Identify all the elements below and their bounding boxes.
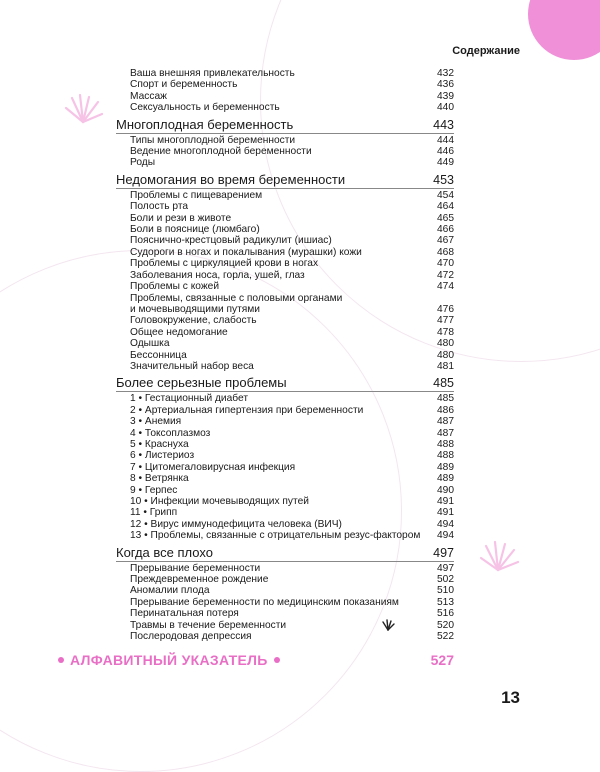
toc-title: Травмы в течение беременности bbox=[130, 619, 287, 631]
toc-title: 2 • Артериальная гипертензия при беременности bbox=[130, 404, 364, 416]
toc-item[interactable] bbox=[116, 135, 454, 146]
toc-title: Боли в пояснице (люмбаго) bbox=[130, 224, 260, 236]
toc-item[interactable] bbox=[116, 157, 454, 168]
toc-page: 467 bbox=[437, 235, 454, 247]
toc-page: 488 bbox=[437, 450, 454, 462]
toc-page: 510 bbox=[437, 585, 454, 597]
toc-item[interactable] bbox=[116, 631, 454, 642]
toc-title: 13 • Проблемы, связанные с отрицательным резус-фактором bbox=[130, 530, 421, 542]
toc-title: Массаж bbox=[130, 90, 167, 102]
toc-item[interactable] bbox=[116, 574, 454, 585]
toc-page: 494 bbox=[437, 530, 454, 542]
toc-title: Бессонница bbox=[130, 349, 187, 361]
toc-title: Перинатальная потеря bbox=[130, 608, 239, 620]
toc-title: Головокружение, слабость bbox=[130, 315, 257, 327]
toc-title: Прерывание беременности по медицинским показаниям bbox=[130, 596, 399, 608]
toc-page: 520 bbox=[437, 619, 454, 631]
toc-title: Прерывание беременности bbox=[130, 562, 261, 574]
toc-page: 436 bbox=[437, 79, 454, 91]
toc-page: 464 bbox=[437, 201, 454, 213]
toc-item[interactable] bbox=[116, 68, 454, 79]
toc-title: 6 • Листериоз bbox=[130, 450, 195, 462]
toc-page: 497 bbox=[433, 545, 454, 560]
toc-item[interactable] bbox=[116, 304, 454, 315]
toc-page: 516 bbox=[437, 608, 454, 620]
toc-item[interactable] bbox=[116, 281, 454, 292]
toc-page: 477 bbox=[437, 315, 454, 327]
toc-title: Проблемы с пищеварением bbox=[130, 189, 263, 201]
toc-page: 513 bbox=[437, 596, 454, 608]
toc-page: 465 bbox=[437, 212, 454, 224]
toc-page: 444 bbox=[437, 134, 454, 146]
index-label: АЛФАВИТНЫЙ УКАЗАТЕЛЬ bbox=[70, 652, 268, 668]
toc-item[interactable] bbox=[116, 258, 454, 269]
toc-page: 480 bbox=[437, 338, 454, 350]
toc-item[interactable] bbox=[116, 79, 454, 90]
toc-page: 472 bbox=[437, 269, 454, 281]
toc-section[interactable] bbox=[116, 117, 454, 134]
toc-page: 485 bbox=[433, 376, 454, 391]
toc-page: 491 bbox=[437, 507, 454, 519]
toc-page: 480 bbox=[437, 349, 454, 361]
toc-page: 474 bbox=[437, 281, 454, 293]
toc-title: Проблемы, связанные с половыми органами bbox=[130, 292, 343, 304]
toc-item[interactable] bbox=[116, 91, 454, 102]
toc-title: Аномалии плода bbox=[130, 585, 210, 597]
toc-page: 490 bbox=[437, 484, 454, 496]
toc-item[interactable] bbox=[116, 585, 454, 596]
toc-item[interactable] bbox=[116, 507, 454, 518]
toc-title: Значительный набор веса bbox=[130, 360, 254, 372]
toc-title: Проблемы с циркуляцией крови в ногах bbox=[130, 258, 319, 270]
toc-section[interactable] bbox=[116, 375, 454, 392]
toc-title: 10 • Инфекции мочевыводящих путей bbox=[130, 496, 309, 507]
toc-title: 11 • Грипп bbox=[130, 507, 178, 519]
toc-title: Общее недомогание bbox=[130, 326, 228, 338]
toc-item[interactable] bbox=[116, 293, 454, 304]
toc-title: Одышка bbox=[130, 338, 170, 350]
toc-page: 522 bbox=[437, 631, 454, 643]
toc-page: 439 bbox=[437, 90, 454, 102]
toc-title: Многоплодная беременность bbox=[116, 116, 294, 132]
alphabetical-index-entry[interactable] bbox=[58, 652, 454, 668]
toc-page: 453 bbox=[433, 172, 454, 187]
toc-page: 478 bbox=[437, 326, 454, 338]
toc-page: 470 bbox=[437, 258, 454, 270]
toc-page: 476 bbox=[437, 303, 454, 315]
toc-title: Когда все плохо bbox=[116, 544, 213, 560]
toc-page: 432 bbox=[437, 68, 454, 79]
toc-page: 466 bbox=[437, 224, 454, 236]
toc-page: 487 bbox=[437, 416, 454, 428]
toc-title: Роды bbox=[130, 157, 156, 169]
toc-page: 446 bbox=[437, 146, 454, 158]
toc-title: Типы многоплодной беременности bbox=[130, 134, 296, 146]
toc-page: 489 bbox=[437, 473, 454, 485]
toc-item[interactable] bbox=[116, 102, 454, 113]
page-number: 13 bbox=[501, 688, 520, 707]
toc-page: 440 bbox=[437, 102, 454, 114]
toc-title: 9 • Герпес bbox=[130, 484, 178, 496]
toc-page: 468 bbox=[437, 246, 454, 258]
toc-title: 5 • Краснуха bbox=[130, 438, 189, 450]
toc-item[interactable] bbox=[116, 563, 454, 574]
toc-title: Более серьезные проблемы bbox=[116, 375, 287, 391]
toc-title: Преждевременное рождение bbox=[130, 574, 269, 586]
toc-page: 486 bbox=[437, 404, 454, 416]
toc-page: 487 bbox=[437, 427, 454, 439]
toc-item[interactable] bbox=[116, 146, 454, 157]
toc-item[interactable] bbox=[116, 405, 454, 416]
toc-page: 481 bbox=[437, 360, 454, 372]
toc-item[interactable] bbox=[116, 393, 454, 404]
toc-item[interactable] bbox=[116, 485, 454, 496]
toc-title: Пояснично-крестцовый радикулит (ишиас) bbox=[130, 235, 332, 247]
toc-title: 1 • Гестационный диабет bbox=[130, 393, 249, 405]
toc-item[interactable] bbox=[116, 530, 454, 541]
flower-decoration-icon bbox=[476, 538, 522, 574]
toc-item[interactable] bbox=[116, 462, 454, 473]
toc-page: 443 bbox=[433, 117, 454, 132]
toc-page: 449 bbox=[437, 157, 454, 169]
toc-page: 489 bbox=[437, 461, 454, 473]
toc-page: 491 bbox=[437, 496, 454, 507]
toc-item[interactable] bbox=[116, 620, 454, 631]
toc-item[interactable] bbox=[116, 201, 454, 212]
toc-item[interactable] bbox=[116, 361, 454, 372]
toc-page: 488 bbox=[437, 438, 454, 450]
toc-title: Заболевания носа, горла, ушей, глаз bbox=[130, 269, 305, 281]
toc-title: Недомогания во время беременности bbox=[116, 171, 346, 187]
toc-item[interactable] bbox=[116, 416, 454, 427]
toc-item[interactable] bbox=[116, 327, 454, 338]
toc-page: 454 bbox=[437, 189, 454, 201]
bullet-icon bbox=[58, 657, 64, 663]
toc-item[interactable] bbox=[116, 519, 454, 530]
toc-title: Сексуальность и беременность bbox=[130, 102, 280, 114]
toc-title: Ваша внешняя привлекательность bbox=[130, 68, 295, 79]
toc-page: 494 bbox=[437, 518, 454, 530]
toc-title: и мочевыводящими путями bbox=[130, 303, 260, 315]
toc-item[interactable] bbox=[116, 235, 454, 246]
table-of-contents bbox=[116, 68, 454, 642]
toc-title: 8 • Ветрянка bbox=[130, 473, 189, 485]
toc-section[interactable] bbox=[116, 172, 454, 189]
toc-item[interactable] bbox=[116, 608, 454, 619]
toc-title: Боли и рези в животе bbox=[130, 212, 232, 224]
flower-decoration-icon bbox=[58, 92, 108, 128]
toc-title: Ведение многоплодной беременности bbox=[130, 146, 312, 158]
toc-title: Послеродовая депрессия bbox=[130, 631, 252, 643]
toc-item[interactable] bbox=[116, 270, 454, 281]
toc-item[interactable] bbox=[116, 338, 454, 349]
toc-page: 497 bbox=[437, 562, 454, 574]
toc-page: 502 bbox=[437, 574, 454, 586]
toc-title: Полость рта bbox=[130, 201, 189, 213]
toc-item[interactable] bbox=[116, 247, 454, 258]
toc-title: 7 • Цитомегаловирусная инфекция bbox=[130, 461, 296, 473]
section-title: Содержание bbox=[452, 45, 520, 57]
toc-item[interactable] bbox=[116, 473, 454, 484]
toc-item[interactable] bbox=[116, 213, 454, 224]
toc-title: Проблемы с кожей bbox=[130, 281, 220, 293]
toc-title: Судороги в ногах и покалывания (мурашки) кожи bbox=[130, 246, 362, 258]
toc-title: 4 • Токсоплазмоз bbox=[130, 427, 211, 439]
toc-title: 3 • Анемия bbox=[130, 416, 182, 428]
toc-item[interactable] bbox=[116, 315, 454, 326]
toc-item[interactable] bbox=[116, 439, 454, 450]
toc-item[interactable] bbox=[116, 597, 454, 608]
bullet-icon bbox=[274, 657, 280, 663]
toc-item[interactable] bbox=[116, 428, 454, 439]
toc-page: 485 bbox=[437, 393, 454, 405]
toc-title: Спорт и беременность bbox=[130, 79, 238, 91]
toc-item[interactable] bbox=[116, 450, 454, 461]
toc-item[interactable] bbox=[116, 190, 454, 201]
toc-item[interactable] bbox=[116, 496, 454, 507]
toc-item[interactable] bbox=[116, 350, 454, 361]
toc-item[interactable] bbox=[116, 224, 454, 235]
toc-title: 12 • Вирус иммунодефицита человека (ВИЧ) bbox=[130, 518, 342, 530]
toc-section[interactable] bbox=[116, 545, 454, 562]
index-page: 527 bbox=[430, 652, 454, 668]
